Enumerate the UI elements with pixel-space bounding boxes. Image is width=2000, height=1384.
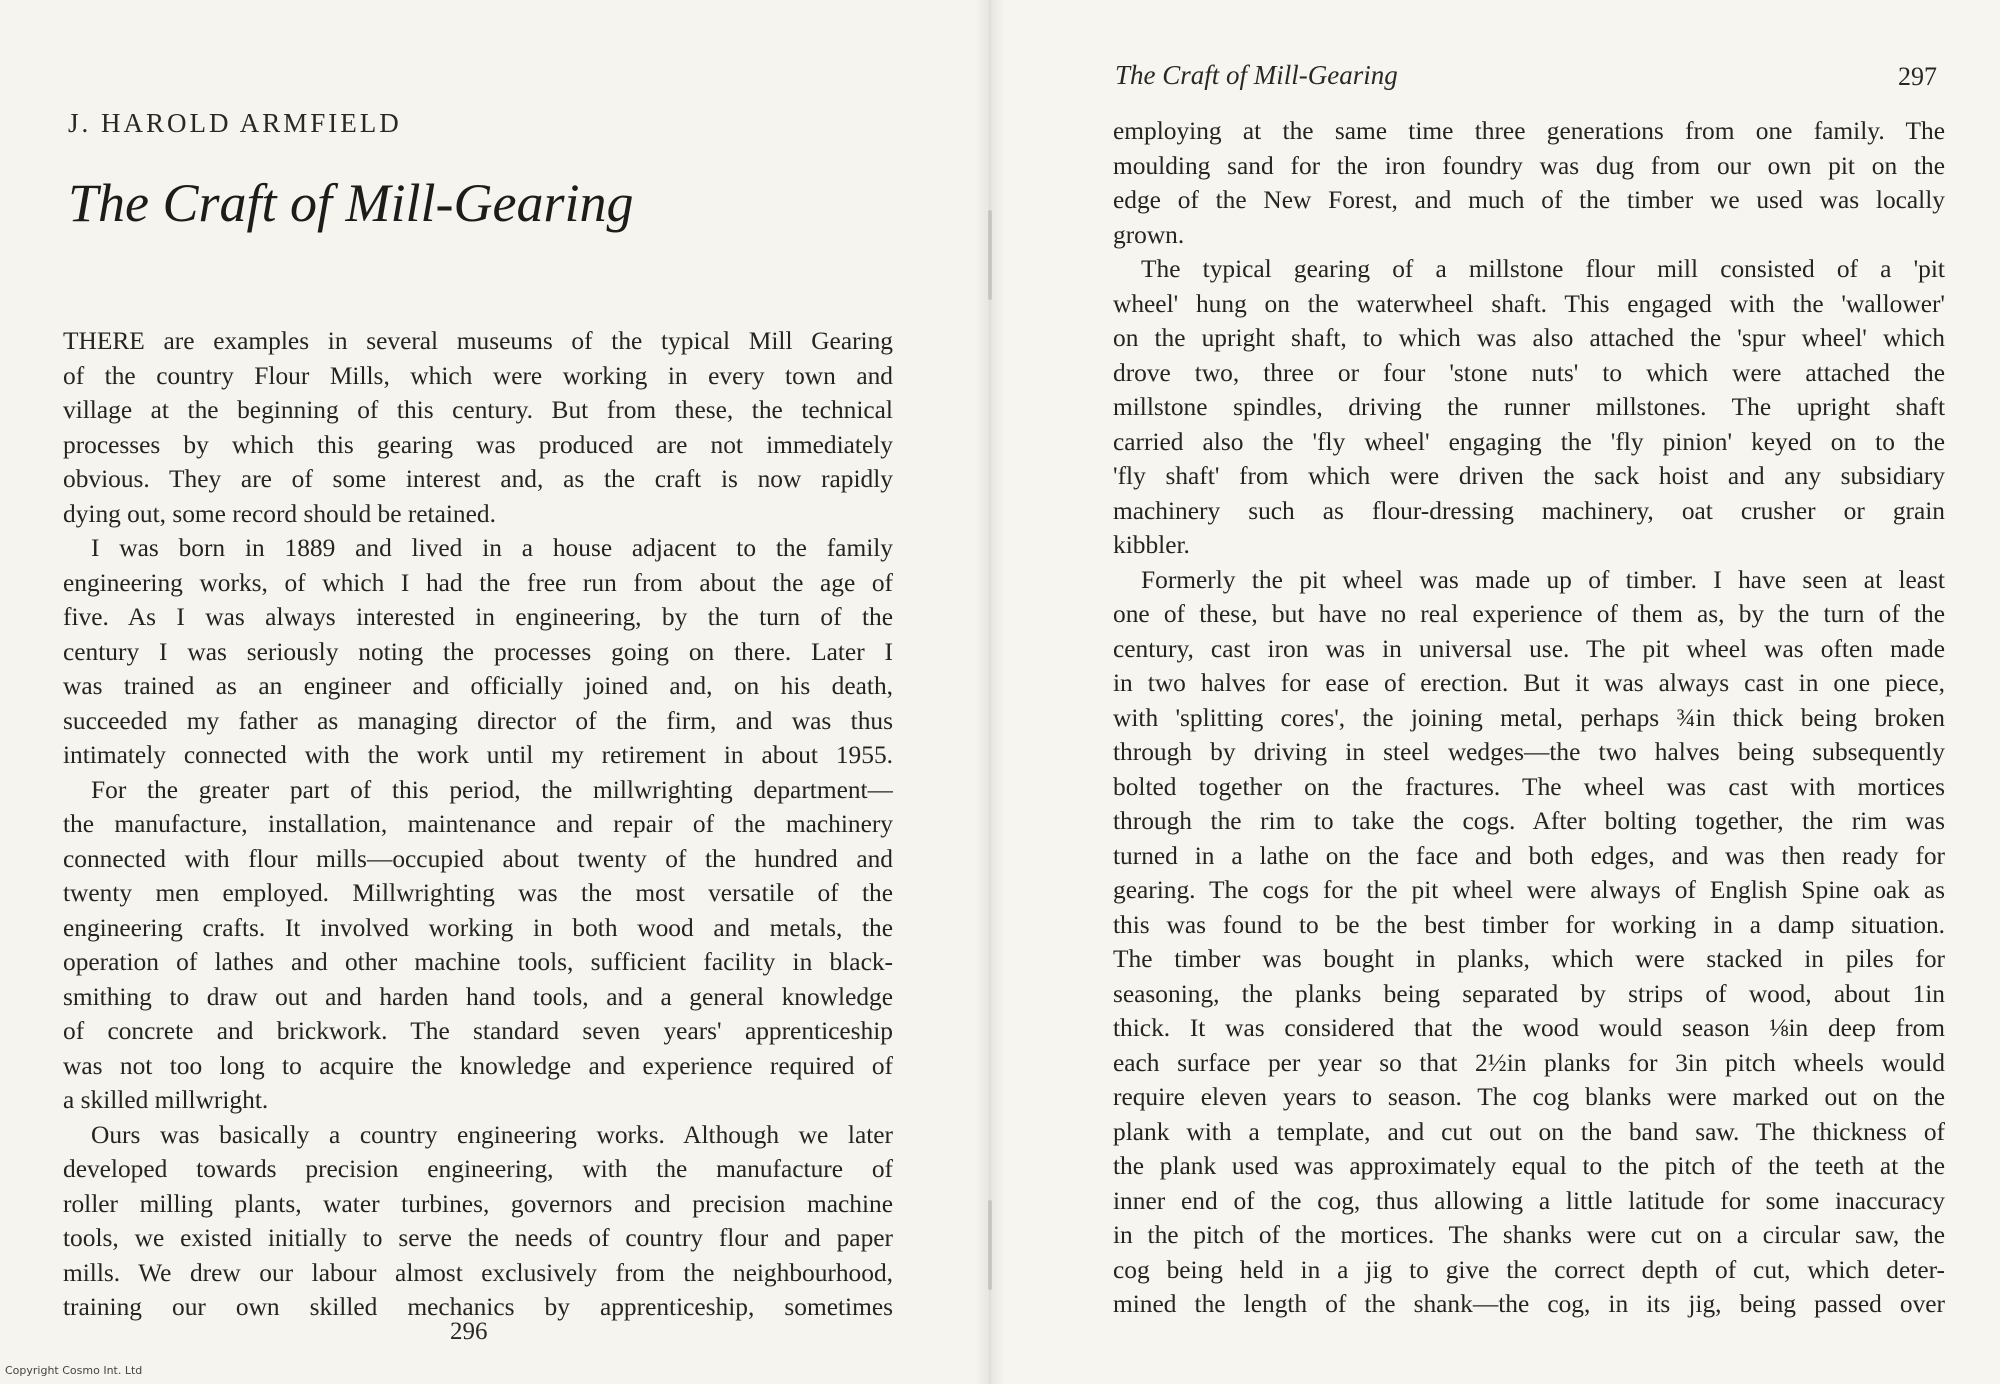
text-line: gearing. The cogs for the pit wheel were always of English Spine oak as [1113,876,1945,904]
text-line: cog being held in a jig to give the correct depth of cut, which deter- [1113,1255,1945,1284]
text-line: five. As I was always interested in engineering, by the turn of the [63,603,893,631]
text-line: through by driving in steel wedges—the two halves being subsequently [1113,738,1945,766]
binding-thread [988,210,992,300]
text-line: The timber was bought in planks, which were stacked in piles for [1113,945,1945,973]
text-line: training our own skilled mechanics by apprenticeship, sometimes [63,1293,893,1321]
text-line: tools, we existed initially to serve the needs of country flour and paper [63,1224,893,1252]
text-line: century I was seriously noting the processes going on there. Later I [63,637,893,666]
text-line: the plank used was approximately equal to the pitch of the teeth at the [1113,1152,1945,1180]
article-title: The Craft of Mill-Gearing [68,173,634,233]
text-line: through the rim to take the cogs. After bolting together, the rim was [1113,807,1945,835]
text-line: employing at the same time three generations from one family. The [1113,117,1945,145]
text-line: in two halves for ease of erection. But it was always cast in one piece, [1113,669,1945,697]
text-line: require eleven years to season. The cog blanks were marked out on the [1113,1083,1945,1111]
text-line: one of these, but have no real experience of them as, by the turn of the [1113,600,1945,628]
text-line: with 'splitting cores', the joining metal, perhaps ¾in thick being broken [1113,703,1945,732]
text-line: processes by which this gearing was produced are not immediately [63,430,893,459]
text-line: this was found to be the best timber for working in a damp situation. [1113,910,1945,939]
text-line: in the pitch of the mortices. The shanks were cut on a circular saw, the [1113,1221,1945,1249]
text-line: The typical gearing of a millstone flour mill consisted of a 'pit [1141,255,1945,283]
text-line: village at the beginning of this century. But from these, the technical [63,396,893,424]
text-line: developed towards precision engineering, with the manufacture of [63,1155,893,1183]
page-number-right: 297 [1898,62,1937,91]
text-line: twenty men employed. Millwrighting was the most versatile of the [63,879,893,907]
binding-thread [988,1200,992,1290]
text-line: each surface per year so that 2½in planks for 3in pitch wheels would [1113,1048,1945,1077]
text-line: moulding sand for the iron foundry was dug from our own pit on the [1113,151,1945,180]
running-head: The Craft of Mill-Gearing [1115,60,1398,90]
text-line: mills. We drew our labour almost exclusively from the neighbourhood, [63,1258,893,1287]
text-line: dying out, some record should be retained. [63,499,496,528]
text-line: THERE are examples in several museums of the typical Mill Gearing [63,327,893,355]
author-name: J. HAROLD ARMFIELD [68,108,402,138]
page-number-left: 296 [450,1318,488,1345]
text-line: of concrete and brickwork. The standard seven years' apprenticeship [63,1017,893,1045]
text-line: Ours was basically a country engineering works. Although we later [91,1120,893,1149]
text-line: operation of lathes and other machine tools, sufficient facility in black- [63,948,893,976]
left-page [0,0,990,1384]
copyright-watermark: Copyright Cosmo Int. Ltd [5,1364,143,1377]
text-line: the manufacture, installation, maintenance and repair of the machinery [63,810,893,838]
text-line: For the greater part of this period, the millwrighting department— [91,775,893,804]
text-line: intimately connected with the work until my retirement in about 1955. [63,741,893,769]
text-line: on the upright shaft, to which was also attached the 'spur wheel' which [1113,324,1945,352]
text-line: kibbler. [1113,531,1190,559]
text-line: millstone spindles, driving the runner millstones. The upright shaft [1113,393,1945,421]
text-line: 'fly shaft' from which were driven the sack hoist and any subsidiary [1113,462,1945,490]
text-line: of the country Flour Mills, which were working in every town and [63,361,893,390]
text-line: a skilled millwright. [63,1086,269,1114]
text-line: was trained as an engineer and officially joined and, on his death, [63,672,893,700]
text-line: drove two, three or four 'stone nuts' to which were attached the [1113,358,1945,387]
text-line: succeeded my father as managing director of the firm, and was thus [63,706,893,735]
text-line: roller milling plants, water turbines, governors and precision machine [63,1189,893,1218]
text-line: smithing to draw out and harden hand tools, and a general knowledge [63,982,893,1011]
right-page-body [1113,114,1945,1322]
text-line: thick. It was considered that the wood would season ⅛in deep from [1113,1014,1945,1042]
text-line: machinery such as flour-dressing machinery, oat crusher or grain [1113,496,1945,525]
text-line: mined the length of the shank—the cog, in its jig, being passed over [1113,1290,1945,1318]
text-line: inner end of the cog, thus allowing a little latitude for some inaccuracy [1113,1186,1945,1215]
text-line: grown. [1113,220,1185,249]
text-line: I was born in 1889 and lived in a house adjacent to the family [91,534,893,562]
text-line: edge of the New Forest, and much of the timber we used was locally [1113,186,1945,214]
text-line: plank with a template, and cut out on the band saw. The thickness of [1113,1117,1945,1146]
text-line: wheel' hung on the waterwheel shaft. This engaged with the 'wallower' [1113,289,1945,318]
text-line: Formerly the pit wheel was made up of timber. I have seen at least [1141,565,1945,594]
text-line: obvious. They are of some interest and, as the craft is now rapidly [63,465,893,493]
text-line: century, cast iron was in universal use. The pit wheel was often made [1113,634,1945,663]
text-line: engineering crafts. It involved working in both wood and metals, the [63,913,893,942]
text-line: was not too long to acquire the knowledge and experience required of [63,1051,893,1080]
left-page-body [63,324,893,1325]
text-line: seasoning, the planks being separated by strips of wood, about 1in [1113,979,1945,1008]
text-line: connected with flour mills—occupied about twenty of the hundred and [63,844,893,873]
text-line: turned in a lathe on the face and both edges, and was then ready for [1113,841,1945,870]
text-line: bolted together on the fractures. The wheel was cast with mortices [1113,772,1945,801]
book-gutter [975,0,1005,1384]
text-line: engineering works, of which I had the free run from about the age of [63,568,893,597]
text-line: carried also the 'fly wheel' engaging the 'fly pinion' keyed on to the [1113,427,1945,456]
